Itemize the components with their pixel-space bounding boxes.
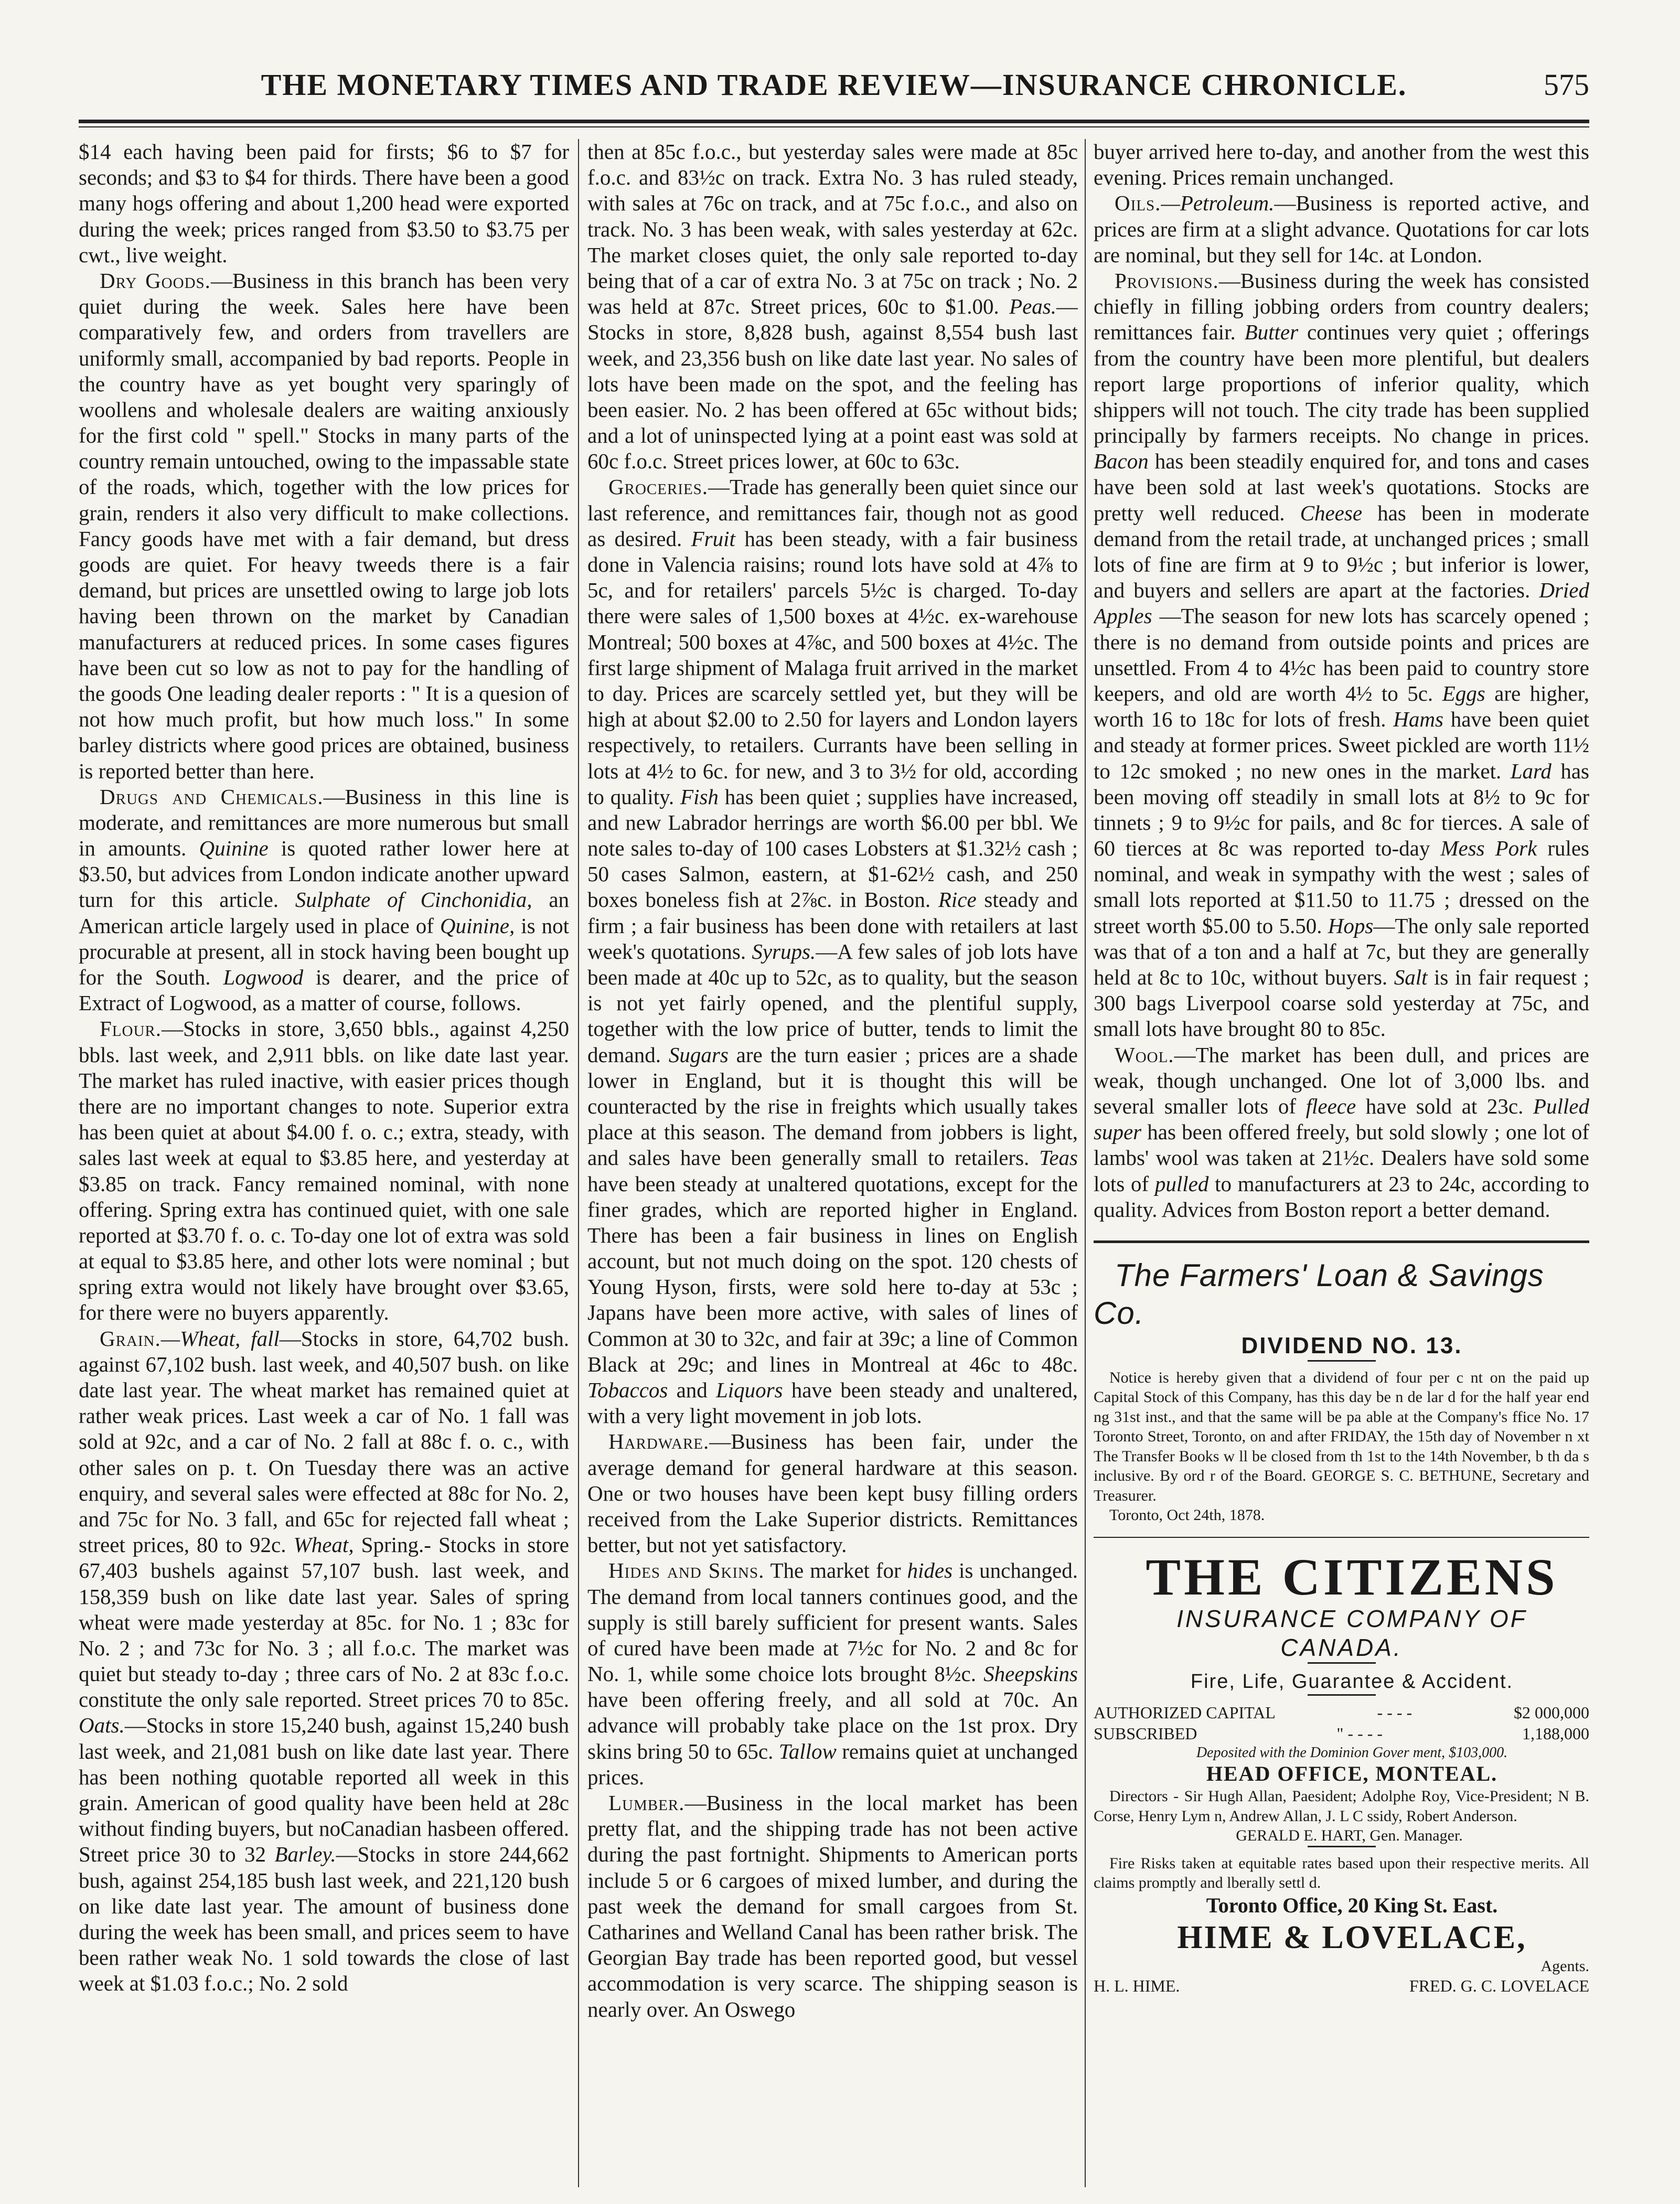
paragraph: then at 85c f.o.c., but yesterday sales were made at 85c f.o.c. and 83½c on track. Extra No. 3 has ruled steady, with sales at 76c on track, and at 75c f.o.c., and also on track. No. 3 has been weak, with sales yesterday at 62c. The market closes quiet, the only sale reported to-day being that of a car of extra No. 3 at 75c on track ; No. 2 was held at 87c. Street prices, 60c to $1.00. Peas.—Stocks in store, 8,828 bush, against 8,554 bush last week, and 23,356 bush on like date last year. No sales of lots have been made on the spot, and the feeling has been easier. No. 2 has been offered at 65c without bids; and a lot of uninspected lying at a point east was sold at 60c f.o.c. Street prices lower, at 60c to 63c. — [587, 140, 1078, 474]
running-title: THE MONETARY TIMES AND TRADE REVIEW—INSURANCE CHRONICLE. — [261, 68, 1407, 102]
manager: GERALD E. HART, Gen. Manager. — [1236, 1827, 1463, 1845]
toronto-office: Toronto Office, 20 King St. East. — [1206, 1893, 1498, 1917]
section-groceries: Groceries.—Trade has generally been quiet since our last reference, and remittances fair, though not as good as desired. Fruit has been steady, with a fair business done in Valencia raisins; round lots have sold at 4⅞ to 5c, and for retailers' parcels 5½c is charged. To-day there were sales of 1,500 boxes at 4½c. ex-warehouse Montreal; 500 boxes at 4⅞c, and 500 boxes at 4½c. The first large shipment of Malaga fruit arrived in the market to day. Prices are scarcely settled yet, but they will be high at about $2.00 to 2.50 for layers and London layers respectively, to retailers. Currants have been selling in lots at 4½ to 6c. for new, and 3 to 3½ for old, according to quality. Fish has been quiet ; supplies have increased, and new Labrador herrings are worth $6.00 per bbl. We note sales to-day of 100 cases Lobsters at $1.32½ cash ; 50 cases Salmon, eastern, at $1-62½ cash, and 250 boxes boneless fish at 2⅞c. in Boston. Rice steady and firm ; a fair business has been done with retailers at last week's quotations. Syrups.—A few sales of job lots have been made at 40c up to 52c, as to quality, but the season is not yet fairly opened, and the plentiful supply, together with the low price of butter, tends to limit the demand. Sugars are the turn easier ; prices are a shade lower in England, but it is thought this will be counteracted by the rise in freights which usually takes place at this season. The demand from jobbers is light, and sales have been generally small to retailers. Teas have been steady at unaltered quotations, except for the finer grades, which are reported higher in England. There has been a fair business in lines on English account, but not much doing on the spot. 120 chests of Young Hyson, firsts, were sold here to-day at 53c ; Japans have been more active, with sales of lines of Common at 30 to 32c, and fair at 39c; a line of Common Black at 29c; and lines in Montreal at 46c to 48c. Tobaccos and Liquors have been steady and unaltered, with a very light movement in job lots. — [587, 475, 1078, 1428]
ad-heading: The Farmers' Loan & Savings Co. — [1094, 1257, 1544, 1331]
section-dry-goods: Dry Goods.—Business in this branch has been very quiet during the week. Sales here have been comparatively few, and orders from travellers are uniformly small, accompanied by bad reports. People in the country have as yet bought very sparingly of woollens and wholesale dealers are waiting anxiously for the first cold " spell." Stocks in many parts of the country remain untouched, owing to the impassable state of the roads, which, together with the low prices for grain, renders it also very difficult to make collections. Fancy goods have met with a fair demand, but dress goods are quiet. For heavy tweeds there is a fair demand, but prices are unsettled owing to large job lots having been thrown on the market by Canadian manufacturers at reduced prices. In some cases figures have been cut so low as not to pay for the handling of the goods One leading dealer reports : " It is a quesion of not how much profit, but how much loss." In some barley districts where good prices are obtained, business is reported better than here. — [79, 268, 569, 783]
section-label: Lumber. — [608, 1791, 685, 1815]
ad-subtitle: INSURANCE COMPANY OF CANADA. — [1176, 1604, 1527, 1661]
head-office: HEAD OFFICE, MONTEAL. — [1206, 1762, 1498, 1786]
header-rule — [79, 120, 1589, 127]
section-label: Hides and Skins. — [608, 1558, 765, 1583]
column-divider — [1085, 139, 1086, 2187]
section-wool: Wool.—The market has been dull, and prices are weak, though unchanged. One lot of 3,000 lbs. and several smaller lots of fleece have sold at 23c. Pulled super has been offered freely, but sold slowly ; one lot of lambs' wool was taken at 21½c. Dealers have sold some lots of pulled to manufacturers at 23 to 24c, according to quality. Advices from Boston report a better demand. — [1094, 1042, 1589, 1222]
section-drugs: Drugs and Chemicals.—Business in this line is moderate, and remittances are more numerous but small in amounts. Quinine is quoted rather lower here at $3.50, but advices from London indicate another upward turn for this article. Sulphate of Cinchonidia, an American article largely used in place of Quinine, is not procurable at present, all in stock having been bought up for the South. Logwood is dearer, and the price of Extract of Logwood, as a matter of course, follows. — [79, 784, 569, 1015]
section-label: Provisions. — [1115, 268, 1219, 293]
paragraph: $14 each having been paid for firsts; $6 to $7 for seconds; and $3 to $4 for thirds. There have been a good many hogs offering and about 1,200 head were exported during the week; prices ranged from $3.50 to $3.75 per cwt., live weight. — [79, 140, 569, 267]
citizens-insurance-ad — [1094, 1549, 1589, 1996]
section-lumber: Lumber.—Business in the local market has been pretty flat, and the shipping trade has not been active during the past fortnight. Shipments to American ports include 5 or 6 cargoes of mixed lumber, and during the past week the demand for small cargoes from St. Catharines and Welland Canal has been rather brisk. The Georgian Bay trade has been reported good, but vessel accommodation is very scarce. The shipping season is nearly over. An Oswego — [587, 1791, 1078, 2021]
column-1 — [79, 139, 569, 2187]
capital-row: AUTHORIZED CAPITAL - - - - $2 000,000 — [1094, 1703, 1589, 1722]
section-label: Drugs and Chemicals. — [100, 784, 324, 809]
dateline: Toronto, Oct 24th, 1878. — [1109, 1506, 1265, 1524]
section-label: Flour. — [100, 1017, 162, 1041]
agents-name: HIME & LOVELACE, — [1177, 1919, 1527, 1955]
subscribed-row: SUBSCRIBED " - - - - 1,188,000 — [1094, 1724, 1589, 1743]
page-number: 575 — [1544, 68, 1589, 102]
column-3 — [1094, 139, 1589, 2187]
agent-names: H. L. HIME. FRED. G. C. LOVELACE — [1094, 1976, 1589, 1996]
dividend-notice: Notice is hereby given that a dividend of four per c nt on the paid up Capital Stock of this Company, has this day be n de lar d for the half year end ng 31st inst., and that the same will be pa able at the Company's ffice No. 17 Toronto Street, Toronto, on and after FRIDAY, the 15th day of November n xt The Transfer Books w ll be closed from th 1st to the 14th November, b th da s inclusive. By ord r of the Board. GEORGE S. C. BETHUNE, Secretary and Treasurer. Toronto, Oct 24th, 1878. — [1094, 1368, 1589, 1525]
section-label: Wool. — [1115, 1042, 1174, 1067]
short-rule — [1308, 1360, 1376, 1362]
section-label: Oils. — [1115, 191, 1161, 216]
section-provisions: Provisions.—Business during the week has consisted chiefly in filling jobbing orders from country dealers; remittances fair. Butter continues very quiet ; offerings from the country have been more plentiful, but dealers report large proportions of inferior quality, which shippers will not touch. The city trade has been supplied principally by farmers receipts. No change in prices. Bacon has been steadily enquired for, and tons and cases have been sold at last week's quotations. Stocks are pretty well reduced. Cheese has been in moderate demand from the retail trade, at unchanged prices ; small lots of fine are firm at 9 to 9½c ; but inferior is lower, and buyers and sellers are apart at the factories. Dried Apples —The season for new lots has scarcely opened ; there is no demand from outside points and prices are unsettled. From 4 to 4½c has been paid to country store keepers, and old are worth 4½ to 5c. Eggs are higher, worth 16 to 18c for lots of fresh. Hams have been quiet and steady at former prices. Sweet pickled are worth 11½ to 12c smoked ; no new ones in the market. Lard has been moving off steadily in small lots at 8½ to 9c for tinnets ; 9 to 9½c for pails, and 8c for tierces. A sale of 60 tierces at 8c was reported to-day Mess Pork rules nominal, and weak in sympathy with the west ; sales of small lots reported at $11.50 to 11.75 ; dressed on the street worth $5.00 to 5.50. Hops—The only sale reported was that of a ton and a half at 7c, but they are generally held at 8c to 10c, without buyers. Salt is in fair request ; 300 bags Liverpool coarse sold yesterday at 75c, and small lots have brought 80 to 85c. — [1094, 268, 1589, 1041]
section-label: Hardware. — [608, 1429, 710, 1454]
section-label: Dry Goods. — [100, 268, 211, 293]
section-grain: Grain.—Wheat, fall—Stocks in store, 64,702 bush. against 67,102 bush. last week, and 40,507 bush. on like date last year. The wheat market has remained quiet at rather weak prices. Last week a car of No. 1 fall was sold at 92c, and a car of No. 2 fall at 88c f. o. c., with other sales on p. t. On Tuesday there was an active enquiry, and several sales were effected at 88c for No. 2, and 75c for No. 3 fall, and 65c for rejected fall wheat ; street prices, 80 to 92c. Wheat, Spring.- Stocks in store 67,403 bushels against 57,107 bush. last week, and 158,359 bush on like date last year. Sales of spring wheat were made yesterday at 85c. for No. 1 ; 83c for No. 2 ; and 73c for No. 3 ; all f.o.c. The market was quiet but steady to-day ; three cars of No. 2 at 83c f.o.c. constitute the only sale reported. Street prices 70 to 85c. Oats.—Stocks in store 15,240 bush, against 15,240 bush last week, and 21,081 bush on like date last year. There has been nothing quotable reported all week in this grain. American of good quality have been held at 28c without finding buyers, but noCanadian hasbeen offered. Street price 30 to 32 Barley.—Stocks in store 244,662 bush, against 254,185 bush last week, and 221,120 bush on like date last year. The amount of business done during the week has been small, and prices seem to have been rather weak No. 1 sold towards the close of last week at $1.03 f.o.c.; No. 2 sold — [79, 1326, 569, 1996]
deposit-note: Deposited with the Dominion Gover ment, $103,000. — [1196, 1744, 1508, 1761]
short-rule — [1308, 1846, 1376, 1847]
risks-note: Fire Risks taken at equitable rates based upon their respective merits. All claims promptly and lberally settl d. — [1094, 1854, 1589, 1892]
short-rule — [1308, 1662, 1376, 1664]
ad-title: THE CITIZENS — [1146, 1547, 1558, 1606]
policy-kinds: Fire, Life, Guarantee & Accident. — [1190, 1671, 1514, 1693]
column-divider — [578, 139, 579, 2187]
section-hides: Hides and Skins. The market for hides is unchanged. The demand from local tanners continues good, and the supply is still barely sufficient for present wants. Sales of cured have been made at 7½c for No. 2 and 8c for No. 1, while some choice lots brought 8½c. Sheepskins have been offering freely, and all sold at 70c. An advance will probably take place on the 1st prox. Dry skins bring 50 to 65c. Tallow remains quiet at unchanged prices. — [587, 1558, 1078, 1789]
section-label: Groceries. — [608, 475, 709, 499]
directors: Directors - Sir Hugh Allan, Paesident; Adolphe Roy, Vice-President; N B. Corse, Henry Lym n, Andrew Allan, J. L C ssidy, Robert Anderson. GERALD E. HART, Gen. Manager. Fire Risks taken at equitable rates based upon their respective merits. All claims promptly and lberally settl d. — [1094, 1786, 1589, 1893]
dividend-title: DIVIDEND NO. 13. — [1241, 1332, 1463, 1358]
section-label: Grain. — [100, 1326, 161, 1351]
section-flour: Flour.—Stocks in store, 3,650 bbls., against 4,250 bbls. last week, and 2,911 bbls. on like date last year. The market has ruled inactive, with easier prices though there are no important changes to note. Superior extra has been quiet at about $4.00 f. o. c.; extra, steady, with sales last week at equal to $3.85 here, and yesterday at $3.85 on track. Fancy remained nominal, with none offering. Spring extra has continued quiet, with one sale reported at $3.70 f. o. c. To-day one lot of extra was sold at equal to $3.85 here, and other lots were nominal ; but spring extra would not likely have brought over $3.65, for there were no buyers apparently. — [79, 1017, 569, 1325]
page-header — [79, 67, 1589, 114]
ad-divider — [1094, 1537, 1589, 1538]
column-2 — [587, 139, 1078, 2187]
farmers-loan-ad — [1094, 1257, 1589, 1525]
paragraph: buyer arrived here to-day, and another from the west this evening. Prices remain unchanged. — [1094, 140, 1589, 190]
agents-label: Agents. — [1540, 1957, 1589, 1975]
ad-divider — [1094, 1240, 1589, 1243]
short-rule — [1308, 1694, 1376, 1696]
section-hardware: Hardware.—Business has been fair, under the average demand for general hardware at this season. One or two houses have been kept busy filling orders received from the Lake Superior districts. Remittances better, but not yet satisfactory. — [587, 1429, 1078, 1557]
section-oils: Oils.—Petroleum.—Business is reported active, and prices are firm at a slight advance. Quotations for car lots are nominal, but they sell for 14c. at London. — [1094, 191, 1589, 267]
